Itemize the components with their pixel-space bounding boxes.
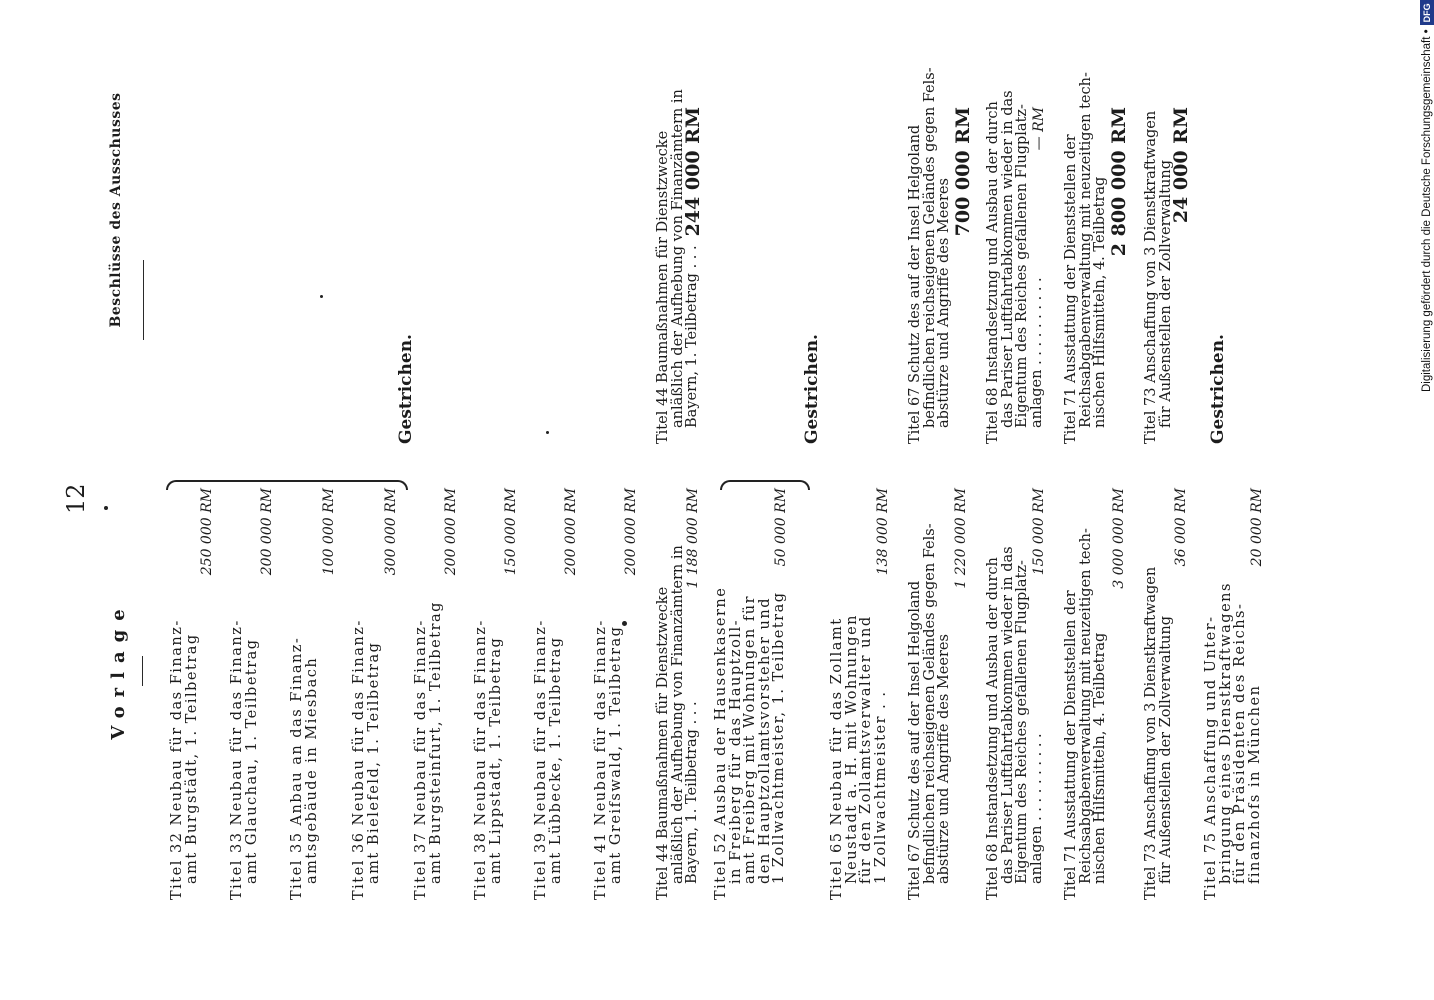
left-entry (1144, 480, 1188, 900)
struck-label: Gestrichen. (396, 334, 416, 444)
left-entry (656, 480, 700, 900)
entry-line: Eigentum des Reiches gefallenen Flugplatz- (1014, 104, 1030, 428)
left-heading-rule (142, 656, 143, 686)
brace-titles-52-65 (720, 480, 810, 490)
entry-amount: 1 220 000 RM (952, 488, 969, 589)
entry-line: nischen Hilfsmitteln, 4. Teilbetrag (1092, 176, 1108, 428)
entry-line: Bayern, 1. Teilbetrag . . . (684, 245, 700, 428)
entry-line: für Außenstellen der Zollverwaltung (1157, 160, 1174, 428)
right-entry (1143, 99, 1192, 444)
entry-line: Titel 36 Neubau für das Finanz- (351, 619, 367, 900)
left-entry (290, 480, 336, 900)
entry-line: amt Freiberg mit Wohnungen für (742, 594, 758, 884)
entry-amount: 300 000 RM (382, 488, 399, 576)
entry-line: befindlichen reichseigenen Geländes gegen Fels- (921, 523, 938, 884)
entry-line: Titel 52 Ausbau der Hausenkaserne (713, 586, 729, 900)
scan-speck (104, 506, 108, 510)
scan-speck (546, 431, 549, 434)
entry-line: Eigentum des Reiches gefallenen Flugplatz- (1014, 560, 1030, 884)
entry-line: Titel 71 Ausstattung der Dienststellen der (1063, 590, 1079, 900)
entry-line: befindlichen reichseigenen Geländes gegen Fels- (921, 67, 938, 428)
left-entry (908, 480, 968, 900)
entry-amount: — RM (1030, 107, 1047, 151)
entry-line: amtsgebäude in Miesbach (303, 656, 320, 884)
entry-line: Titel 44 Baumaßnahmen für Dienstzwecke (655, 586, 671, 900)
entry-line: den Hauptzollamtsvorsteher und (756, 597, 773, 884)
entry-amount: 200 000 RM (442, 488, 459, 576)
entry-line: abstürze und Angriffe des Meeres (936, 634, 952, 884)
entry-line: amt Glauchau, 1. Teilbetrag (243, 638, 260, 884)
entry-line: abstürze und Angriffe des Meeres (936, 178, 952, 428)
entry-line: Titel 68 Instandsetzung und Ausbau der durch (985, 101, 1001, 444)
entry-amount: 2 800 000 RM (1107, 107, 1130, 257)
left-entry (1064, 480, 1126, 900)
scan-speck (320, 295, 323, 298)
entry-amount: 200 000 RM (622, 488, 639, 576)
right-entry (985, 90, 1047, 444)
entry-amount: 150 000 RM (1030, 488, 1047, 576)
right-entry (1063, 72, 1130, 444)
dfg-credit-sidebar (1417, 3, 1434, 392)
entry-line: anläßlich der Aufhebung von Finanzämtern in (669, 89, 686, 428)
entry-amount: 138 000 RM (874, 488, 891, 576)
entry-line: Titel 33 Neubau für das Finanz- (229, 619, 245, 900)
entry-line: Titel 73 Anschaffung von 3 Dienstkraftwagen (1143, 566, 1159, 900)
dfg-logo: DFG (1420, 0, 1434, 25)
left-entry (830, 480, 890, 900)
entry-line: Titel 44 Baumaßnahmen für Dienstzwecke (655, 130, 671, 444)
dfg-credit-text: Digitalisierung gefördert durch die Deutsche Forschungsgemeinschaft • (1421, 29, 1433, 392)
entry-amount: 100 000 RM (320, 488, 337, 576)
entry-line: amt Lippstadt, 1. Teilbetrag (487, 636, 504, 884)
entry-line: für den Zollamtsverwalter und (858, 615, 874, 884)
entry-line: Titel 41 Neubau für das Finanz- (593, 619, 609, 900)
entry-line: finanzhofs in München (1246, 684, 1263, 884)
entry-line: Titel 35 Anbau an das Finanz- (289, 636, 305, 900)
entry-line: Titel 67 Schutz des auf der Insel Helgoland (907, 124, 923, 444)
entry-line: das Pariser Luftfahrtabkommen wieder in das (999, 90, 1016, 428)
dfg-credit-line (1417, 3, 1434, 392)
entry-line: Titel 39 Neubau für das Finanz- (533, 619, 549, 900)
left-entry (1204, 480, 1264, 900)
entry-line: Reichsabgabenverwaltung mit neuzeitigen tech- (1077, 528, 1094, 884)
entry-amount: 700 000 RM (951, 107, 974, 237)
left-entry (170, 480, 214, 900)
entry-line: Titel 75 Anschaffung und Unter- (1203, 615, 1219, 900)
entry-amount: 3 000 000 RM (1110, 488, 1127, 589)
entry-amount: 200 000 RM (258, 488, 275, 576)
entry-line: 1 Zollwachtmeister, 1. Teilbetrag (771, 591, 787, 884)
entry-line: anlagen . . . . . . . . . . (1028, 277, 1045, 428)
entry-line: amt Burgstädt, 1. Teilbetrag (183, 633, 200, 884)
left-entry (352, 480, 398, 900)
right-entry (655, 89, 704, 444)
entry-line: Titel 38 Neubau für das Finanz- (473, 619, 489, 900)
entry-amount: 36 000 RM (1172, 488, 1189, 567)
right-column-heading: Beschlüsse des Ausschusses (108, 92, 124, 328)
entry-line: amt Lübbecke, 1. Teilbetrag (547, 636, 564, 884)
entry-line: amt Greifswald, 1. Teilbetrag (607, 625, 624, 884)
entry-amount: 250 000 RM (198, 488, 215, 576)
right-heading-rule (143, 260, 144, 340)
entry-amount: 50 000 RM (772, 488, 789, 567)
entry-line: nischen Hilfsmitteln, 4. Teilbetrag (1092, 632, 1108, 884)
entry-line: Bayern, 1. Teilbetrag . . . (684, 701, 700, 884)
right-entry (907, 67, 974, 444)
entry-line: Titel 71 Ausstattung der Dienststellen der (1063, 134, 1079, 444)
entry-line: Titel 67 Schutz des auf der Insel Helgoland (907, 580, 923, 900)
entry-line: für den Präsidenten des Reichs- (1232, 602, 1248, 884)
entry-line: für Außenstellen der Zollverwaltung (1157, 616, 1174, 884)
entry-amount: 150 000 RM (502, 488, 519, 576)
struck-label: Gestrichen. (802, 334, 822, 444)
entry-line: Neustadt a. H. mit Wohnungen (843, 614, 860, 884)
entry-line: anläßlich der Aufhebung von Finanzämtern in (669, 545, 686, 884)
page-number: 12 (62, 483, 90, 514)
entry-line: Titel 73 Anschaffung von 3 Dienstkraftwagen (1143, 110, 1159, 444)
left-entry (714, 480, 788, 900)
entry-line: bringung eines Dienstkraftwagens (1217, 582, 1234, 884)
left-entry (474, 480, 518, 900)
entry-line: Reichsabgabenverwaltung mit neuzeitigen tech- (1077, 72, 1094, 428)
entry-line: in Freiberg für das Hauptzoll- (727, 619, 744, 884)
left-entry (534, 480, 578, 900)
left-column-heading: Vorlage (108, 600, 129, 740)
entry-line: Titel 65 Neubau für das Zollamt (829, 617, 845, 900)
left-entry (986, 480, 1046, 900)
entry-amount: 1 188 000 RM (684, 488, 701, 589)
left-entry (230, 480, 274, 900)
entry-line: Titel 32 Neubau für das Finanz- (169, 619, 185, 900)
left-entry (594, 480, 638, 900)
entry-line: Titel 68 Instandsetzung und Ausbau der durch (985, 557, 1001, 900)
entry-line: Titel 37 Neubau für das Finanz- (413, 619, 429, 900)
entry-line: das Pariser Luftfahrtabkommen wieder in das (999, 546, 1016, 884)
entry-line: 1 Zollwachtmeister . . (872, 690, 889, 884)
entry-amount: 200 000 RM (562, 488, 579, 576)
brace-titles-32-41 (166, 480, 408, 490)
entry-amount: 20 000 RM (1248, 488, 1265, 567)
entry-line: anlagen . . . . . . . . . . (1028, 733, 1045, 884)
entry-line: amt Bielefeld, 1. Teilbetrag (365, 641, 382, 884)
entry-amount: 24 000 RM (1169, 107, 1192, 224)
left-entry (414, 480, 458, 900)
scan-speck (622, 621, 627, 626)
entry-line: amt Burgsteinfurt, 1. Teilbetrag (427, 601, 444, 884)
struck-label: Gestrichen. (1208, 334, 1228, 444)
entry-amount: 244 000 RM (681, 107, 704, 237)
